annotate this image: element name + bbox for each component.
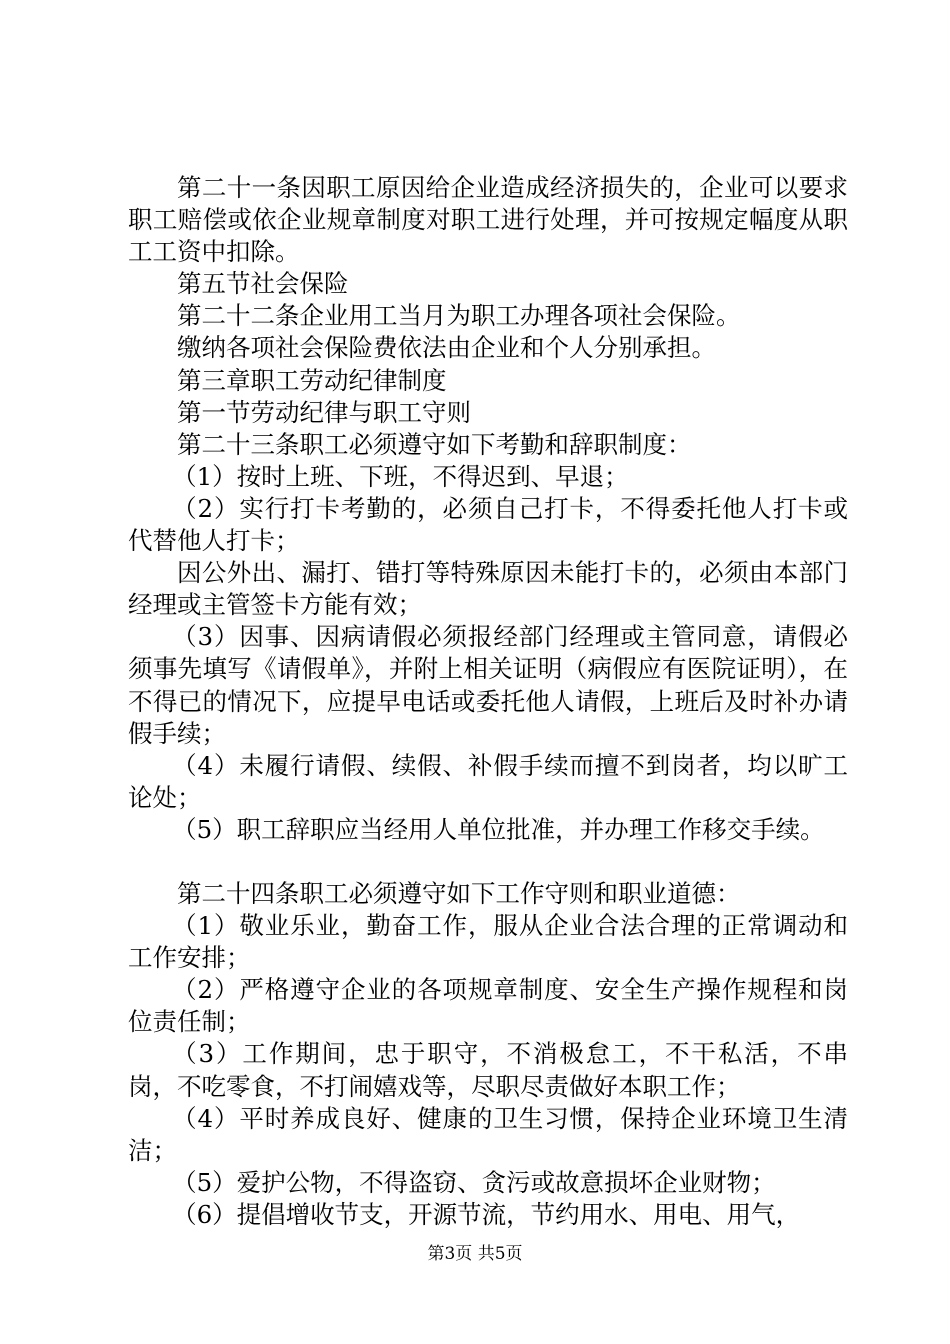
paragraph-insurance-fees: 缴纳各项社会保险费依法由企业和个人分别承担。 (177, 333, 716, 363)
list-item: （4）平时养成良好、健康的卫生习惯，保持企业环境卫生清洁； (128, 1103, 848, 1165)
paragraph-article-21: 第二十一条因职工原因给企业造成经济损失的，企业可以要求职工赔偿或依企业规章制度对职工进行处理，并可按规定幅度从职工工资中扣除。 (128, 173, 848, 267)
list-item: （3）工作期间，忠于职守，不消极怠工，不干私活，不串岗，不吃零食，不打闹嬉戏等，尽职尽责做好本职工作； (128, 1039, 848, 1101)
list-item: （3）因事、因病请假必须报经部门经理或主管同意，请假必须事先填写《请假单》，并附上相关证明（病假应有医院证明），在不得已的情况下，应提早电话或委托他人请假，上班后及时补办请假手续； (128, 622, 848, 748)
list-item: （6）提倡增收节支，开源节流，节约用水、用电、用气， (172, 1199, 801, 1229)
paragraph-punch-exception: 因公外出、漏打、错打等特殊原因未能打卡的，必须由本部门经理或主管签卡方能有效； (128, 558, 848, 620)
list-item: （5）职工辞职应当经用人单位批准，并办理工作移交手续。 (172, 814, 825, 844)
list-item: （2）实行打卡考勤的，必须自己打卡，不得委托他人打卡或代替他人打卡； (128, 493, 848, 556)
paragraph-article-22: 第二十二条企业用工当月为职工办理各项社会保险。 (177, 301, 741, 331)
list-item: （4）未履行请假、续假、补假手续而擅不到岗者，均以旷工论处； (128, 750, 848, 812)
list-item: （2）严格遵守企业的各项规章制度、安全生产操作规程和岗位责任制； (128, 975, 848, 1037)
section-heading-social-insurance: 第五节社会保险 (177, 269, 349, 299)
list-item: （1）敬业乐业，勤奋工作，服从企业合法合理的正常调动和工作安排； (128, 911, 848, 973)
paragraph-spacer (128, 846, 848, 878)
list-item: （1）按时上班、下班，不得迟到、早退； (172, 461, 629, 491)
section-heading-discipline-rules: 第一节劳动纪律与职工守则 (177, 397, 471, 427)
paragraph-article-24: 第二十四条职工必须遵守如下工作守则和职业道德： (177, 878, 741, 908)
list-item: （5）爱护公物，不得盗窃、贪污或故意损坏企业财物； (172, 1167, 776, 1197)
paragraph-article-23: 第二十三条职工必须遵守如下考勤和辞职制度： (177, 429, 692, 459)
document-body (128, 172, 848, 1231)
chapter-heading-labor-discipline: 第三章职工劳动纪律制度 (177, 365, 447, 395)
page-number-footer: 第3页 共5页 (427, 1244, 523, 1264)
